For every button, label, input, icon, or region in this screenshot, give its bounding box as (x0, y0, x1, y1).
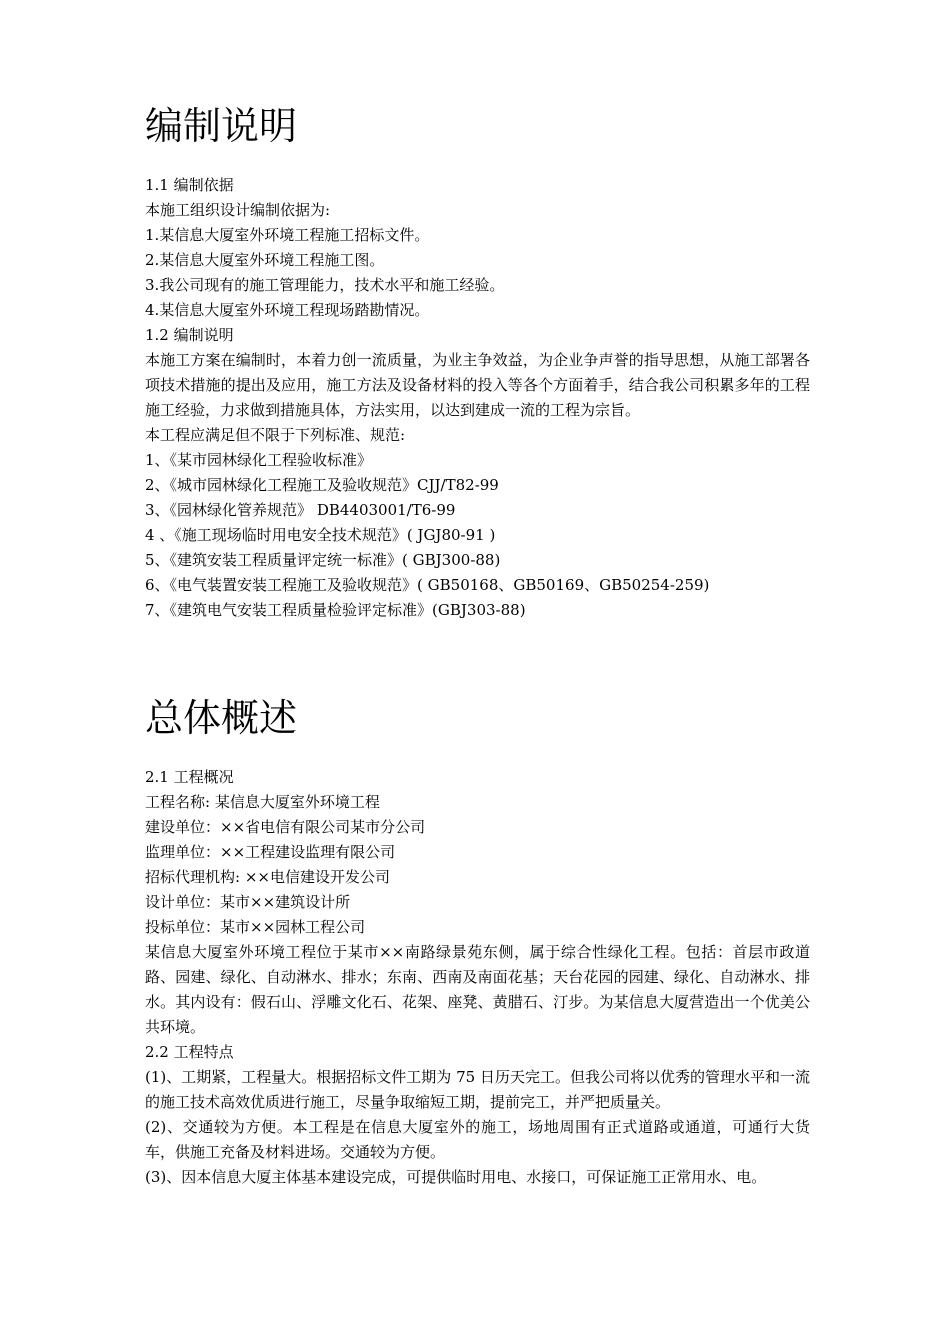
standard-item: 4 、《施工现场临时用电安全技术规范》( JGJ80-91 ) (145, 526, 496, 544)
feature-paragraph: (1)、工期紧，工程量大。根据招标文件工期为 75 日历天完工。但我公司将以优秀的管理水平和一流的施工技术高效优质进行施工，尽量争取缩短工期，提前完工，并严把质量关。 (145, 1068, 810, 1111)
feature-paragraph: (2)、交通较为方便。本工程是在信息大厦室外的施工，场地周围有正式道路或通道，可通行大货车，供施工充备及材料进场。交通较为方便。 (145, 1118, 810, 1161)
feature-paragraph: (3)、因本信息大厦主体基本建设完成，可提供临时用电、水接口，可保证施工正常用水、电。 (145, 1168, 767, 1186)
basis-item: 3.我公司现有的施工管理能力，技术水平和施工经验。 (145, 276, 505, 294)
basis-item: 2.某信息大厦室外环境工程施工图。 (145, 251, 385, 269)
subheading-project-features: 2.2 工程特点 (145, 1043, 234, 1061)
basis-item: 1.某信息大厦室外环境工程施工招标文件。 (145, 226, 430, 244)
standard-item: 3、《园林绿化管养规范》 DB4403001/T6-99 (145, 501, 456, 519)
standard-item: 2、《城市园林绿化工程施工及验收规范》CJJ/T82-99 (145, 476, 499, 494)
standard-item: 6、《电气装置安装工程施工及验收规范》( GB50168、GB50169、GB50254-259) (145, 576, 710, 594)
section1-body (145, 173, 810, 623)
standard-item: 1、《某市园林绿化工程验收标准》 (145, 451, 373, 469)
subheading-explanation: 1.2 编制说明 (145, 326, 234, 344)
section-title-overview: 总体概述 (145, 696, 298, 740)
section2-body (145, 765, 810, 1190)
info-line: 工程名称: 某信息大厦室外环境工程 (145, 793, 380, 811)
info-line: 设计单位：某市××建筑设计所 (145, 893, 351, 911)
explanation-paragraph: 本施工方案在编制时，本着力创一流质量，为业主争效益，为企业争声誉的指导思想，从施工部署各项技术措施的提出及应用，施工方法及设备材料的投入等各个方面着手，结合我公司积累多年的工程施工经验，力求做到措施具体，方法实用，以达到建成一流的工程为宗旨。 (145, 351, 810, 419)
basis-item: 4.某信息大厦室外环境工程现场踏勘情况。 (145, 301, 430, 319)
info-line: 建设单位：××省电信有限公司某市分公司 (145, 818, 426, 836)
basis-intro: 本施工组织设计编制依据为: (145, 201, 331, 219)
subheading-project-overview: 2.1 工程概况 (145, 768, 234, 786)
info-line: 监理单位：××工程建设监理有限公司 (145, 843, 396, 861)
overview-paragraph: 某信息大厦室外环境工程位于某市××南路绿景苑东侧，属于综合性绿化工程。包括：首层市政道路、园建、绿化、自动淋水、排水；东南、西南及南面花基；天台花园的园建、绿化、自动淋水、排水。其内设有：假石山、浮雕文化石、花架、座凳、黄腊石、汀步。为某信息大厦营造出一个优美公共环境。 (145, 943, 810, 1036)
standard-item: 5、《建筑安装工程质量评定统一标准》( GBJ300-88) (145, 551, 501, 569)
info-line: 招标代理机构: ××电信建设开发公司 (145, 868, 390, 886)
info-line: 投标单位：某市××园林工程公司 (145, 918, 366, 936)
subheading-basis: 1.1 编制依据 (145, 176, 234, 194)
standard-item: 7、《建筑电气安装工程质量检验评定标准》(GBJ303-88) (145, 601, 526, 619)
section-title-compilation: 编制说明 (145, 104, 298, 148)
standards-intro: 本工程应满足但不限于下列标准、规范: (145, 426, 406, 444)
